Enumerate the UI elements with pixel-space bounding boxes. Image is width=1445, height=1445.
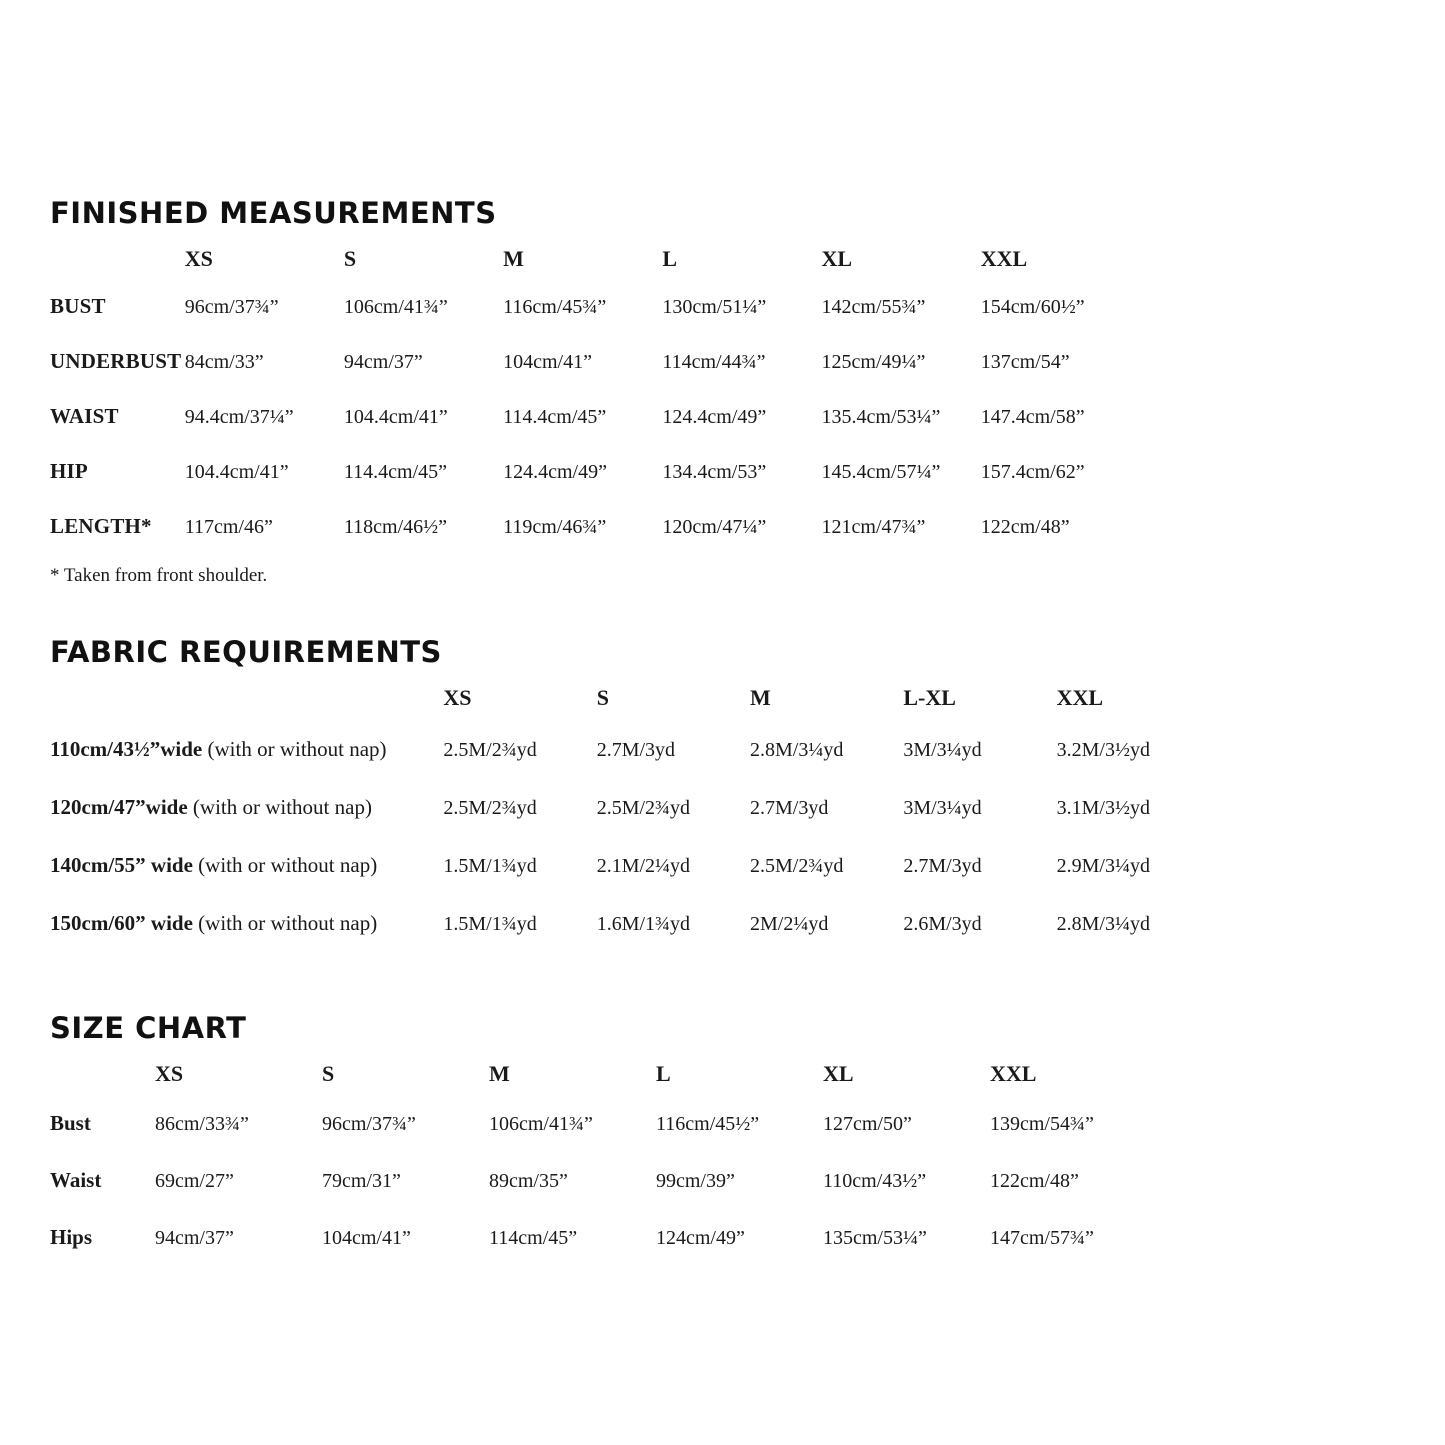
table-row (50, 1111, 1157, 1168)
cell-value: 127cm/50” (823, 1113, 912, 1135)
cell-value: 2.6M/3yd (903, 913, 982, 935)
cell-value: 106cm/41¾” (489, 1113, 593, 1135)
cell-value: 106cm/41¾” (343, 296, 448, 318)
cell-value: 2.8M/3¼yd (1056, 913, 1150, 935)
column-header-s: S (596, 685, 609, 710)
table-row (50, 514, 1140, 569)
row-label (50, 911, 443, 969)
cell-value: 125cm/49¼” (821, 351, 926, 373)
column-header-s: S (322, 1061, 335, 1086)
row-label: Hips (50, 1225, 93, 1249)
size-chart-table (50, 1061, 1157, 1282)
finished-measurements-table (50, 246, 1140, 569)
cell-value: 99cm/39” (656, 1170, 735, 1192)
column-header-xs: XS (155, 1061, 184, 1086)
fabric-nap-note: (with or without nap) (198, 853, 378, 877)
cell-value: 122cm/48” (990, 1170, 1079, 1192)
cell-value: 3M/3¼yd (903, 739, 982, 761)
cell-value: 3M/3¼yd (903, 797, 982, 819)
cell-value: 124.4cm/49” (662, 406, 767, 428)
cell-value: 79cm/31” (322, 1170, 401, 1192)
cell-value: 147.4cm/58” (980, 406, 1085, 428)
cell-value: 110cm/43½” (823, 1170, 927, 1192)
fabric-width: 120cm/47”wide (50, 795, 188, 819)
column-header-m: M (503, 246, 524, 271)
table-row (50, 1168, 1157, 1225)
cell-value: 120cm/47¼” (662, 516, 767, 538)
cell-value: 86cm/33¾” (155, 1113, 249, 1135)
cell-value: 114cm/45” (489, 1227, 578, 1249)
cell-value: 96cm/37¾” (184, 296, 279, 318)
cell-value: 1.6M/1¾yd (596, 913, 691, 935)
cell-value: 2.5M/2¾yd (443, 739, 537, 761)
cell-value: 154cm/60½” (980, 296, 1085, 318)
corner-cell (50, 246, 185, 294)
column-header-l: L (662, 246, 678, 271)
row-label: WAIST (50, 404, 119, 428)
cell-value: 89cm/35” (489, 1170, 568, 1192)
cell-value: 114.4cm/45” (343, 461, 448, 483)
column-header-xl: XL (823, 1061, 854, 1086)
cell-value: 114cm/44¾” (662, 351, 766, 373)
cell-value: 119cm/46¾” (503, 516, 607, 538)
section-fabric-requirements (50, 635, 1395, 969)
cell-value: 104.4cm/41” (184, 461, 289, 483)
cell-value: 139cm/54¾” (990, 1113, 1094, 1135)
column-header-xxl: XXL (990, 1061, 1037, 1086)
cell-value: 2.5M/2¾yd (443, 797, 537, 819)
fabric-nap-note: (with or without nap) (192, 795, 372, 819)
cell-value: 2.5M/2¾yd (750, 855, 844, 877)
cell-value: 2.1M/2¼yd (596, 855, 691, 877)
cell-value: 3.1M/3½yd (1056, 797, 1150, 819)
finished-measurements-footnote: * Taken from front shoulder. (50, 565, 268, 586)
cell-value: 116cm/45½” (656, 1113, 760, 1135)
cell-value: 2.7M/3yd (903, 855, 982, 877)
cell-value: 134.4cm/53” (662, 461, 767, 483)
cell-value: 2.5M/2¾yd (596, 797, 691, 819)
row-label: Bust (50, 1111, 91, 1135)
table-header-row (50, 246, 1140, 294)
cell-value: 104.4cm/41” (343, 406, 448, 428)
column-header-m: M (489, 1061, 510, 1086)
table-row (50, 737, 1210, 795)
section-size-chart (50, 1011, 1395, 1282)
column-header-l-xl: L-XL (903, 685, 956, 710)
row-label: BUST (50, 294, 106, 318)
table-row (50, 404, 1140, 459)
cell-value: 116cm/45¾” (503, 296, 607, 318)
fabric-requirements-title: FABRIC REQUIREMENTS (50, 635, 442, 669)
corner-cell (50, 1061, 155, 1111)
cell-value: 104cm/41” (322, 1227, 411, 1249)
cell-value: 1.5M/1¾yd (443, 855, 537, 877)
column-header-xl: XL (821, 246, 853, 271)
row-label (50, 737, 443, 795)
page-content (50, 196, 1395, 1282)
cell-value: 94.4cm/37¼” (184, 406, 294, 428)
column-header-m: M (750, 685, 771, 710)
fabric-nap-note: (with or without nap) (198, 911, 378, 935)
cell-value: 142cm/55¾” (821, 296, 926, 318)
column-header-xs: XS (184, 246, 213, 271)
row-label: HIP (50, 459, 88, 483)
table-row (50, 349, 1140, 404)
cell-value: 121cm/47¾” (821, 516, 926, 538)
cell-value: 2.9M/3¼yd (1056, 855, 1150, 877)
table-row (50, 911, 1210, 969)
cell-value: 118cm/46½” (343, 516, 448, 538)
table-row (50, 294, 1140, 349)
cell-value: 3.2M/3½yd (1056, 739, 1150, 761)
row-label: Waist (50, 1168, 102, 1192)
column-header-s: S (343, 246, 357, 271)
row-label: LENGTH* (50, 514, 152, 538)
cell-value: 147cm/57¾” (990, 1227, 1094, 1249)
cell-value: 104cm/41” (503, 351, 592, 373)
table-row (50, 459, 1140, 514)
fabric-requirements-table (50, 685, 1210, 969)
column-header-xxl: XXL (1056, 685, 1104, 710)
corner-cell (50, 685, 443, 737)
cell-value: 124cm/49” (656, 1227, 745, 1249)
row-label: UNDERBUST (50, 349, 182, 373)
fabric-width: 150cm/60” wide (50, 911, 193, 935)
fabric-width: 110cm/43½”wide (50, 737, 203, 761)
cell-value: 114.4cm/45” (503, 406, 607, 428)
cell-value: 2.7M/3yd (750, 797, 829, 819)
table-row (50, 1225, 1157, 1282)
cell-value: 2M/2¼yd (750, 913, 829, 935)
cell-value: 69cm/27” (155, 1170, 234, 1192)
cell-value: 130cm/51¼” (662, 296, 767, 318)
row-label (50, 795, 443, 853)
column-header-xxl: XXL (980, 246, 1028, 271)
cell-value: 145.4cm/57¼” (821, 461, 941, 483)
cell-value: 96cm/37¾” (322, 1113, 416, 1135)
cell-value: 117cm/46” (184, 516, 273, 538)
section-finished-measurements (50, 196, 1395, 587)
table-row (50, 795, 1210, 853)
table-header-row (50, 1061, 1157, 1111)
cell-value: 2.8M/3¼yd (750, 739, 844, 761)
cell-value: 124.4cm/49” (503, 461, 607, 483)
cell-value: 94cm/37” (155, 1227, 234, 1249)
cell-value: 84cm/33” (184, 351, 264, 373)
table-row (50, 853, 1210, 911)
cell-value: 135cm/53¼” (823, 1227, 927, 1249)
cell-value: 94cm/37” (343, 351, 423, 373)
cell-value: 137cm/54” (980, 351, 1070, 373)
column-header-xs: XS (443, 685, 472, 710)
size-chart-title: SIZE CHART (50, 1011, 247, 1045)
finished-measurements-title: FINISHED MEASUREMENTS (50, 196, 497, 230)
fabric-nap-note: (with or without nap) (207, 737, 387, 761)
cell-value: 122cm/48” (980, 516, 1070, 538)
row-label (50, 853, 443, 911)
cell-value: 1.5M/1¾yd (443, 913, 537, 935)
column-header-l: L (656, 1061, 671, 1086)
cell-value: 157.4cm/62” (980, 461, 1085, 483)
fabric-width: 140cm/55” wide (50, 853, 193, 877)
cell-value: 135.4cm/53¼” (821, 406, 941, 428)
table-header-row (50, 685, 1210, 737)
cell-value: 2.7M/3yd (596, 739, 676, 761)
